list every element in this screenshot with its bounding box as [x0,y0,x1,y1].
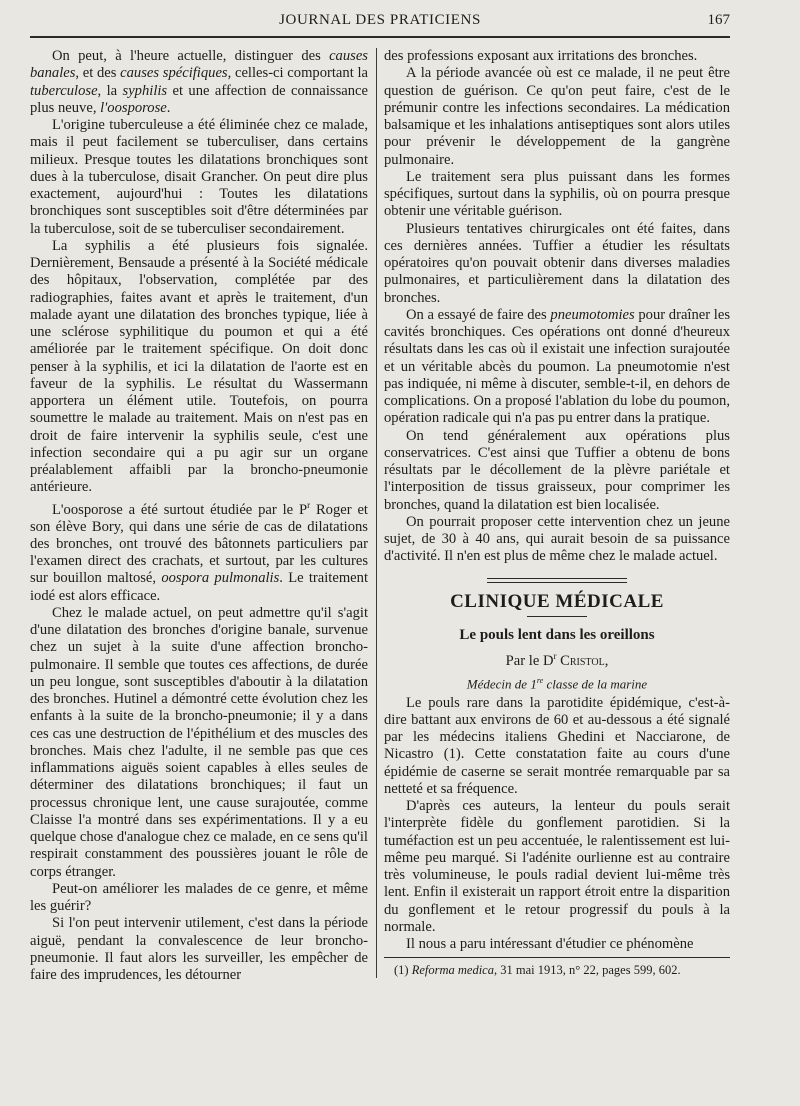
page-number: 167 [707,12,730,28]
header-rule [30,36,730,38]
footnote-rule [384,957,730,958]
paragraph: D'après ces auteurs, la lenteur du pouls serait l'interprète fidèle du gonflement parotidien. Si la tuméfaction est un peu accentuée, le ralentissement est lui-même peu marqué. Si l'adénite ourlienne est au contraire très volumineuse, le pouls radial devient lui-même très lent. Enfin il existerait un rapport étroit entre la disparition du gonflement et le retour progressif du pouls à la normale. [384,798,730,935]
paragraph: Chez le malade actuel, on peut admettre qu'il s'agit d'une dilatation des bronches d'origine banale, survenue chez un sujet à la suite d'une affection broncho-pulmonaire. Il semble que toutes ces affections, de durée un peu longue, sont susceptibles d'aboutir à la dilatation des bronches. Hutinel a démontré cette évolution chez les enfants à la suite de la broncho-pneumonie; il y a dans ces cas une destruction de l'épithélium et des muscles des bronches. Mais chez l'adulte, il ne semble pas que ces inflammations aiguës soient capables à elles seules de déterminer des dilatations bronchiques; il faut un processus chronique lent, une cause surajoutée, comme Claisse l'a montré dans ses expérimentations. Il y a eu quelque chose d'analogue chez ce malade, en ce sens qu'il respirait constamment des poussières jouant le rôle de corps étranger. [30,604,368,880]
paragraph: L'origine tuberculeuse a été éliminée chez ce malade, mais il peut facilement se tuberculiser, dans certains milieux. Presque toutes les dilatations bronchiques sont dues à la tuberculose, disait Grancher. On peut dire plus exactement, aujourd'hui : Toutes les dilatations bronchiques sont susceptibles soit d'être déterminées par la tuberculose, soit de se tuberculiser secondairement. [30,117,368,237]
footnote: (1) Reforma medica, 31 mai 1913, n° 22, pages 599, 602. [394,963,681,978]
paragraph: Peut-on améliorer les malades de ce genre, et même les guérir? [30,880,368,915]
section-title: CLINIQUE MÉDICALE [450,590,664,612]
paragraph: Il nous a paru intéressant d'étudier ce phénomène [406,936,694,953]
title-rule [527,616,587,617]
paragraph: On peut, à l'heure actuelle, distinguer des causes banales, et des causes spécifiques, celles-ci comportant la tuberculose, la syphilis et une affection de connaissance plus neuve, l'oosporose. [30,48,369,116]
paragraph: des professions exposant aux irritations des bronches. [384,48,698,64]
paragraph: Le pouls rare dans la parotidite épidémique, c'est-à-dire battant aux environs de 60 et au-dessous a été signalé par les médecins italiens Ghedini et Nacciarone, de Nicastro (1). Cette constatation faite au cours d'une épidémie de caserne se serait montrée remarquable par sa netteté et sa fréquence. [384,694,730,797]
page-header [30,8,730,34]
column-divider [376,48,377,978]
right-column [384,48,730,980]
section-divider [487,578,627,583]
left-column [30,48,368,984]
paragraph: Le traitement sera plus puissant dans les formes spécifiques, surtout dans la syphilis, où on pourra presque obtenir une véritable guérison. [384,168,730,220]
paragraph: L'oosporose a été surtout étudiée par le $P^r$ Roger et son élève Bory, qui dans une série de cas de dilatations des bronches, ont trouvé des bâtonnets particuliers par l'examen direct des crachats, et surtout, par les cultures sur bouillon maltosé, oospora pulmonalis. Le traitement iodé est alors efficace. [30,499,368,604]
paragraph: A la période avancée où est ce malade, il ne peut être question de guérison. Ce qu'on peut faire, c'est de le prémunir contre les infections secondaires. La médication balsamique et les inhalations antiseptiques sont alors utiles pour prévenir le développement de la gangrène pulmonaire. [384,65,730,168]
paragraph: On a essayé de faire des pneumotomies pour draîner les cavités bronchiques. Ces opérations ont donné d'heureux résultats dans les cas où il existait une infection surajoutée et un véritable abcès du poumon. La pneumotomie n'est pas indiquée, ni même à discuter, semble-t-il, en dehors de complications. On a proposé l'ablation du lobe du poumon, opération radicale qui n'a pas pu entrer dans la pratique. [384,306,731,427]
paragraph: On pourrait proposer cette intervention chez un jeune sujet, de 30 à 40 ans, qui aurait besoin de sa puissance d'activité. Il n'en est plus de même chez le malade actuel. [384,513,730,565]
paragraph: Plusieurs tentatives chirurgicales ont été faites, dans ces dernières années. Tuffier a étudier les résultats opératoires qu'on pouvait obtenir dans diverses maladies pulmonaires, et particulièrement dans la dilatation des bronches. [384,220,730,306]
paragraph: On tend généralement aux opérations plus conservatrices. C'est ainsi que Tuffier a obtenu de bons résultats par le décollement de la plèvre pariétale et l'interposition de tissus graisseux, pour comprimer les bronches, quand la dilatation est bien localisée. [384,427,730,513]
paragraph: Si l'on peut intervenir utilement, c'est dans la période aiguë, pendant la convalescence de leur broncho-pneumonie. Il faut alors les surveiller, les empêcher de faire des imprudences, les détourner [30,915,368,984]
byline: Par le $D^r$ Cristol, [505,651,609,669]
paragraph: La syphilis a été plusieurs fois signalée. Dernièrement, Bensaude a présenté à la Société médicale des hôpitaux, l'observation, complétée par des radiographies, faites avant et après le traitement, d'un malade ayant une dilatation des bronches typique, liée à une sclérose syphilitique du poumon et qui a été améliorée par le traitement spécifique. On doit donc penser à la syphilis, et ici la dilatation de l'aorte est en faveur de la syphilis. Le résultat du Wassermann apportera un élément utile. Toutefois, on pourra soumettre le malade au traitement. Mais on n'est pas en droit de faire intervenir la syphilis seule, c'est une infection secondaire qui a pu agir sur un organe préalablement affaibli par la broncho-pneumonie antérieure. [30,237,368,496]
running-title: JOURNAL DES PRATICIENS [279,12,481,28]
article-title: Le pouls lent dans les oreillons [459,626,655,643]
affiliation: Médecin de 1re classe de la marine [466,676,648,692]
